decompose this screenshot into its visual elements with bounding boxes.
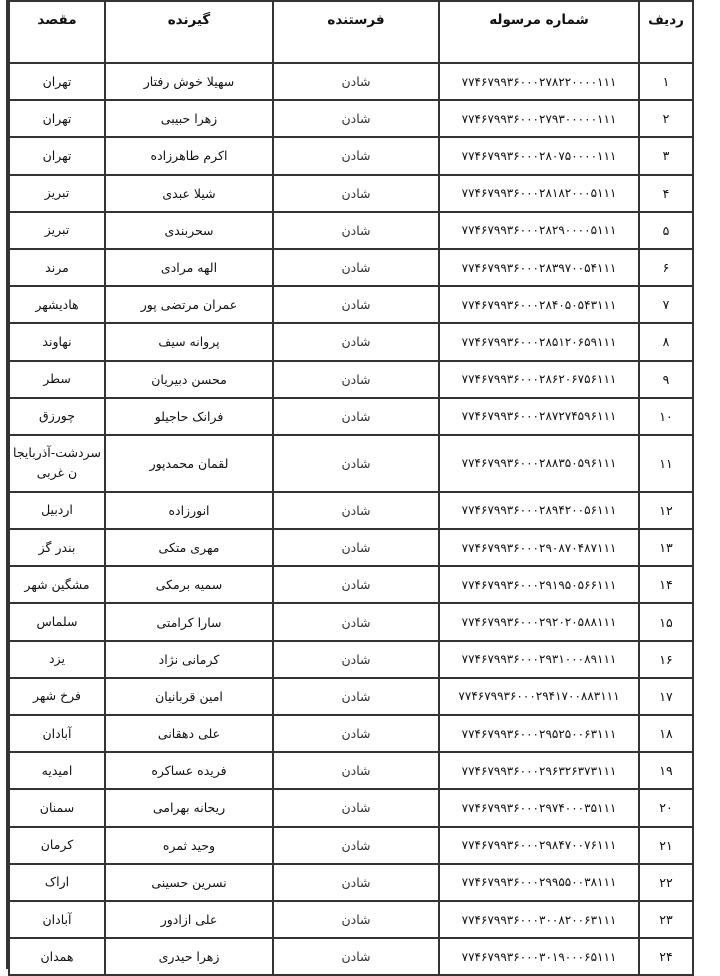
tracking-number-cell: ۷۷۴۶۷۹۹۳۶۰۰۰۲۹۷۴۰۰۰۳۵۱۱۱ [439, 789, 639, 826]
table-row [9, 827, 693, 864]
sender-cell: شادن [273, 398, 439, 435]
tracking-number-cell: ۷۷۴۶۷۹۹۳۶۰۰۰۲۸۵۱۲۰۶۵۹۱۱۱ [439, 323, 639, 360]
table-row [9, 901, 693, 938]
destination-cell: اراک [9, 864, 105, 901]
sender-cell: شادن [273, 789, 439, 826]
table-row [9, 641, 693, 678]
table-row [9, 789, 693, 826]
sender-cell: شادن [273, 323, 439, 360]
receiver-cell: زهرا حیدری [105, 938, 273, 975]
destination-cell: سطر [9, 361, 105, 398]
table-row [9, 212, 693, 249]
table-row [9, 678, 693, 715]
destination-cell: تهران [9, 100, 105, 137]
tracking-number-cell: ۷۷۴۶۷۹۹۳۶۰۰۰۲۷۸۲۲۰۰۰۰۱۱۱ [439, 63, 639, 100]
tracking-number-cell: ۷۷۴۶۷۹۹۳۶۰۰۰۲۸۱۸۲۰۰۰۵۱۱۱ [439, 175, 639, 212]
row-number-cell: ۴ [639, 175, 693, 212]
sender-cell: شادن [273, 715, 439, 752]
table-row [9, 361, 693, 398]
sender-cell: شادن [273, 641, 439, 678]
table-row [9, 100, 693, 137]
row-number-cell: ۱۴ [639, 566, 693, 603]
receiver-cell: شیلا عبدی [105, 175, 273, 212]
destination-cell: سلماس [9, 603, 105, 640]
row-number-cell: ۱ [639, 63, 693, 100]
sender-cell: شادن [273, 864, 439, 901]
destination-cell: مرند [9, 249, 105, 286]
tracking-number-cell: ۷۷۴۶۷۹۹۳۶۰۰۰۲۸۳۹۷۰۰۵۴۱۱۱ [439, 249, 639, 286]
tracking-number-cell: ۷۷۴۶۷۹۹۳۶۰۰۰۲۸۰۷۵۰۰۰۰۱۱۱ [439, 137, 639, 174]
destination-cell: همدان [9, 938, 105, 975]
row-number-cell: ۲۲ [639, 864, 693, 901]
row-number-cell: ۲۰ [639, 789, 693, 826]
row-number-cell: ۱۳ [639, 529, 693, 566]
table-row [9, 137, 693, 174]
receiver-cell: انورزاده [105, 492, 273, 529]
receiver-cell: سحربندی [105, 212, 273, 249]
header-receiver: گیرنده [105, 1, 273, 63]
destination-cell: اردبیل [9, 492, 105, 529]
receiver-cell: سهیلا خوش رفتار [105, 63, 273, 100]
receiver-cell: سارا کرامتی [105, 603, 273, 640]
table-header-row [9, 1, 693, 63]
tracking-number-cell: ۷۷۴۶۷۹۹۳۶۰۰۰۲۹۲۰۲۰۵۸۸۱۱۱ [439, 603, 639, 640]
receiver-cell: فریده عساکره [105, 752, 273, 789]
sender-cell: شادن [273, 63, 439, 100]
destination-cell: آبادان [9, 901, 105, 938]
tracking-number-cell: ۷۷۴۶۷۹۹۳۶۰۰۰۲۹۸۴۷۰۰۷۶۱۱۱ [439, 827, 639, 864]
header-sender: فرستنده [273, 1, 439, 63]
destination-cell: بندر گز [9, 529, 105, 566]
destination-cell: فرخ شهر [9, 678, 105, 715]
row-number-cell: ۶ [639, 249, 693, 286]
destination-cell: سردشت-آذربایجا ن غربی [9, 435, 105, 492]
sender-cell: شادن [273, 901, 439, 938]
receiver-cell: لقمان محمدپور [105, 435, 273, 492]
receiver-cell: زهرا حبیبی [105, 100, 273, 137]
receiver-cell: سمیه برمکی [105, 566, 273, 603]
row-number-cell: ۱۰ [639, 398, 693, 435]
header-row-number: ردیف [639, 1, 693, 63]
tracking-number-cell: ۷۷۴۶۷۹۹۳۶۰۰۰۲۹۶۳۲۶۳۷۳۱۱۱ [439, 752, 639, 789]
row-number-cell: ۹ [639, 361, 693, 398]
tracking-number-cell: ۷۷۴۶۷۹۹۳۶۰۰۰۲۹۵۲۵۰۰۶۳۱۱۱ [439, 715, 639, 752]
sender-cell: شادن [273, 566, 439, 603]
sender-cell: شادن [273, 752, 439, 789]
destination-cell: یزد [9, 641, 105, 678]
row-number-cell: ۱۷ [639, 678, 693, 715]
receiver-cell: پروانه سیف [105, 323, 273, 360]
destination-cell: نهاوند [9, 323, 105, 360]
header-tracking-number: شماره مرسوله [439, 1, 639, 63]
tracking-number-cell: ۷۷۴۶۷۹۹۳۶۰۰۰۲۹۱۹۵۰۵۶۶۱۱۱ [439, 566, 639, 603]
tracking-number-cell: ۷۷۴۶۷۹۹۳۶۰۰۰۲۸۸۳۵۰۵۹۶۱۱۱ [439, 435, 639, 492]
table-row [9, 529, 693, 566]
tracking-number-cell: ۷۷۴۶۷۹۹۳۶۰۰۰۳۰۰۸۲۰۰۶۳۱۱۱ [439, 901, 639, 938]
tracking-number-cell: ۷۷۴۶۷۹۹۳۶۰۰۰۳۰۱۹۰۰۰۶۵۱۱۱ [439, 938, 639, 975]
sender-cell: شادن [273, 529, 439, 566]
table-row [9, 492, 693, 529]
destination-cell: چورزق [9, 398, 105, 435]
row-number-cell: ۱۶ [639, 641, 693, 678]
row-number-cell: ۵ [639, 212, 693, 249]
receiver-cell: مهری متکی [105, 529, 273, 566]
table-body [9, 63, 693, 975]
receiver-cell: امین قربانیان [105, 678, 273, 715]
row-number-cell: ۱۵ [639, 603, 693, 640]
tracking-number-cell: ۷۷۴۶۷۹۹۳۶۰۰۰۲۹۴۱۷۰۰۸۸۳۱۱۱ [439, 678, 639, 715]
tracking-number-cell: ۷۷۴۶۷۹۹۳۶۰۰۰۲۷۹۳۰۰۰۰۰۱۱۱ [439, 100, 639, 137]
tracking-number-cell: ۷۷۴۶۷۹۹۳۶۰۰۰۲۸۹۴۲۰۰۵۶۱۱۱ [439, 492, 639, 529]
row-number-cell: ۳ [639, 137, 693, 174]
header-destination: مقصد [9, 1, 105, 63]
table-row [9, 63, 693, 100]
receiver-cell: علی ازادور [105, 901, 273, 938]
sender-cell: شادن [273, 435, 439, 492]
receiver-cell: الهه مرادی [105, 249, 273, 286]
table-row [9, 864, 693, 901]
receiver-cell: ریحانه بهرامی [105, 789, 273, 826]
row-number-cell: ۲۳ [639, 901, 693, 938]
sender-cell: شادن [273, 678, 439, 715]
receiver-cell: علی دهقانی [105, 715, 273, 752]
row-number-cell: ۲۴ [639, 938, 693, 975]
receiver-cell: کرمانی نژاد [105, 641, 273, 678]
table-row [9, 566, 693, 603]
table-row [9, 249, 693, 286]
row-number-cell: ۷ [639, 286, 693, 323]
row-number-cell: ۱۱ [639, 435, 693, 492]
tracking-number-cell: ۷۷۴۶۷۹۹۳۶۰۰۰۲۸۲۹۰۰۰۰۵۱۱۱ [439, 212, 639, 249]
sender-cell: شادن [273, 938, 439, 975]
row-number-cell: ۱۲ [639, 492, 693, 529]
table-row [9, 323, 693, 360]
tracking-number-cell: ۷۷۴۶۷۹۹۳۶۰۰۰۲۹۰۸۷۰۴۸۷۱۱۱ [439, 529, 639, 566]
tracking-number-cell: ۷۷۴۶۷۹۹۳۶۰۰۰۲۸۷۲۷۴۵۹۶۱۱۱ [439, 398, 639, 435]
table-row [9, 398, 693, 435]
destination-cell: تهران [9, 137, 105, 174]
tracking-number-cell: ۷۷۴۶۷۹۹۳۶۰۰۰۲۹۹۵۵۰۰۳۸۱۱۱ [439, 864, 639, 901]
destination-cell: تهران [9, 63, 105, 100]
sender-cell: شادن [273, 212, 439, 249]
table-row [9, 752, 693, 789]
sender-cell: شادن [273, 100, 439, 137]
sender-cell: شادن [273, 361, 439, 398]
tracking-number-cell: ۷۷۴۶۷۹۹۳۶۰۰۰۲۸۴۰۵۰۵۴۳۱۱۱ [439, 286, 639, 323]
destination-cell: آبادان [9, 715, 105, 752]
tracking-number-cell: ۷۷۴۶۷۹۹۳۶۰۰۰۲۸۶۲۰۶۷۵۶۱۱۱ [439, 361, 639, 398]
row-number-cell: ۲۱ [639, 827, 693, 864]
destination-cell: کرمان [9, 827, 105, 864]
table-row [9, 286, 693, 323]
table-row [9, 938, 693, 975]
table-row [9, 715, 693, 752]
sender-cell: شادن [273, 249, 439, 286]
cropped-column-edge [0, 0, 8, 969]
sender-cell: شادن [273, 286, 439, 323]
receiver-cell: عمران مرتضی پور [105, 286, 273, 323]
receiver-cell: فرانک حاجیلو [105, 398, 273, 435]
destination-cell: هادیشهر [9, 286, 105, 323]
receiver-cell: نسرین حسینی [105, 864, 273, 901]
table-row [9, 435, 693, 492]
row-number-cell: ۲ [639, 100, 693, 137]
sender-cell: شادن [273, 827, 439, 864]
receiver-cell: محسن دبیریان [105, 361, 273, 398]
destination-cell: مشگین شهر [9, 566, 105, 603]
destination-cell: تبریز [9, 212, 105, 249]
row-number-cell: ۱۹ [639, 752, 693, 789]
destination-cell: امیدیه [9, 752, 105, 789]
receiver-cell: وحید ثمره [105, 827, 273, 864]
sender-cell: شادن [273, 603, 439, 640]
sender-cell: شادن [273, 492, 439, 529]
row-number-cell: ۸ [639, 323, 693, 360]
destination-cell: تبریز [9, 175, 105, 212]
row-number-cell: ۱۸ [639, 715, 693, 752]
receiver-cell: اکرم طاهرزاده [105, 137, 273, 174]
sender-cell: شادن [273, 175, 439, 212]
table-row [9, 603, 693, 640]
destination-cell: سمنان [9, 789, 105, 826]
tracking-number-cell: ۷۷۴۶۷۹۹۳۶۰۰۰۲۹۳۱۰۰۰۸۹۱۱۱ [439, 641, 639, 678]
sender-cell: شادن [273, 137, 439, 174]
shipments-table [8, 0, 694, 976]
table-row [9, 175, 693, 212]
